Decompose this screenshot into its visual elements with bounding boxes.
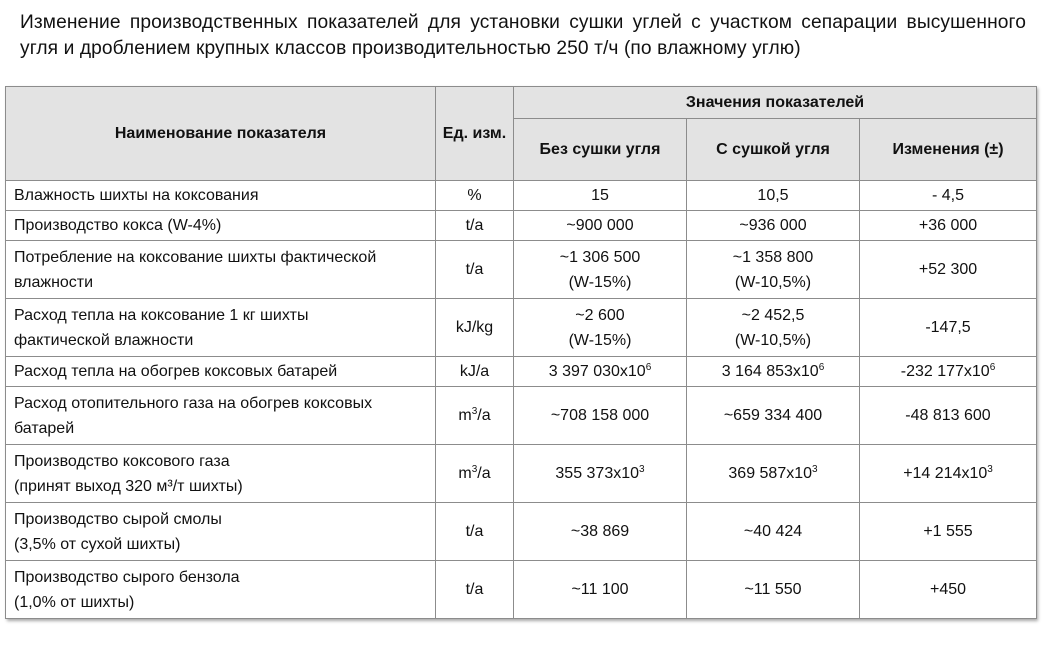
cell-change: -48 813 600 bbox=[860, 387, 1037, 445]
cell-with: ~659 334 400 bbox=[687, 387, 860, 445]
table-row bbox=[6, 211, 1037, 241]
table-row bbox=[6, 561, 1037, 619]
cell-name: Производство кокса (W-4%) bbox=[6, 211, 436, 241]
cell-change: +450 bbox=[860, 561, 1037, 619]
cell-unit: % bbox=[436, 181, 514, 211]
header-unit: Ед. изм. bbox=[436, 87, 514, 181]
cell-unit: $m^3/a$ bbox=[436, 445, 514, 503]
cell-with: ~936 000 bbox=[687, 211, 860, 241]
header-without-drying: Без сушки угля bbox=[514, 119, 687, 181]
cell-without: ~11 100 bbox=[514, 561, 687, 619]
table-row bbox=[6, 181, 1037, 211]
cell-without: ~900 000 bbox=[514, 211, 687, 241]
cell-change: +14 $214x10^3$ bbox=[860, 445, 1037, 503]
cell-without: 15 bbox=[514, 181, 687, 211]
cell-name: Влажность шихты на коксования bbox=[6, 181, 436, 211]
cell-name: Потребление на коксование шихты фактической влажности bbox=[6, 241, 436, 299]
cell-without: ~2 600 (W-15%) bbox=[514, 299, 687, 357]
cell-name: Расход отопительного газа на обогрев коксовых батарей bbox=[6, 387, 436, 445]
cell-with: 369 $587x10^3$ bbox=[687, 445, 860, 503]
cell-without: ~1 306 500 (W-15%) bbox=[514, 241, 687, 299]
document-title: Изменение производственных показателей для установки сушки углей с участком сепарации высушенного угля и дроблением крупных классов производительностью 250 т/ч (по влажному углю) bbox=[20, 12, 1026, 59]
header-name: Наименование показателя bbox=[6, 87, 436, 181]
header-values-group: Значения показателей bbox=[514, 87, 1037, 119]
table-row bbox=[6, 299, 1037, 357]
indicators-table bbox=[5, 86, 1037, 619]
header-change: Изменения (±) bbox=[860, 119, 1037, 181]
table-row bbox=[6, 357, 1037, 387]
cell-change: -232 $177x10^6$ bbox=[860, 357, 1037, 387]
table-row bbox=[6, 445, 1037, 503]
cell-name: Производство сырой смолы (3,5% от сухой шихты) bbox=[6, 503, 436, 561]
cell-without: 355 $373x10^3$ bbox=[514, 445, 687, 503]
cell-with: ~1 358 800 (W-10,5%) bbox=[687, 241, 860, 299]
header-with-drying: С сушкой угля bbox=[687, 119, 860, 181]
table-row bbox=[6, 241, 1037, 299]
cell-name: Производство сырого бензола (1,0% от шихты) bbox=[6, 561, 436, 619]
cell-with: ~40 424 bbox=[687, 503, 860, 561]
cell-change: +52 300 bbox=[860, 241, 1037, 299]
table-header-row bbox=[6, 87, 1037, 119]
cell-unit: $m^3/a$ bbox=[436, 387, 514, 445]
cell-change: - 4,5 bbox=[860, 181, 1037, 211]
cell-unit: t/a bbox=[436, 241, 514, 299]
cell-without: 3 397 $030x10^6$ bbox=[514, 357, 687, 387]
cell-change: +36 000 bbox=[860, 211, 1037, 241]
cell-name: Расход тепла на коксование 1 кг шихты фактической влажности bbox=[6, 299, 436, 357]
cell-unit: t/a bbox=[436, 503, 514, 561]
cell-change: -147,5 bbox=[860, 299, 1037, 357]
cell-unit: kJ/kg bbox=[436, 299, 514, 357]
cell-with: ~11 550 bbox=[687, 561, 860, 619]
cell-without: ~708 158 000 bbox=[514, 387, 687, 445]
cell-unit: t/a bbox=[436, 211, 514, 241]
cell-with: ~2 452,5 (W-10,5%) bbox=[687, 299, 860, 357]
cell-name: Расход тепла на обогрев коксовых батарей bbox=[6, 357, 436, 387]
cell-with: 10,5 bbox=[687, 181, 860, 211]
table-row bbox=[6, 503, 1037, 561]
indicators-table-wrapper bbox=[5, 86, 1036, 619]
table-row bbox=[6, 387, 1037, 445]
cell-change: +1 555 bbox=[860, 503, 1037, 561]
cell-with: 3 164 $853x10^6$ bbox=[687, 357, 860, 387]
cell-without: ~38 869 bbox=[514, 503, 687, 561]
cell-name: Производство коксового газа (принят выход 320 м³/т шихты) bbox=[6, 445, 436, 503]
cell-unit: kJ/a bbox=[436, 357, 514, 387]
cell-unit: t/a bbox=[436, 561, 514, 619]
